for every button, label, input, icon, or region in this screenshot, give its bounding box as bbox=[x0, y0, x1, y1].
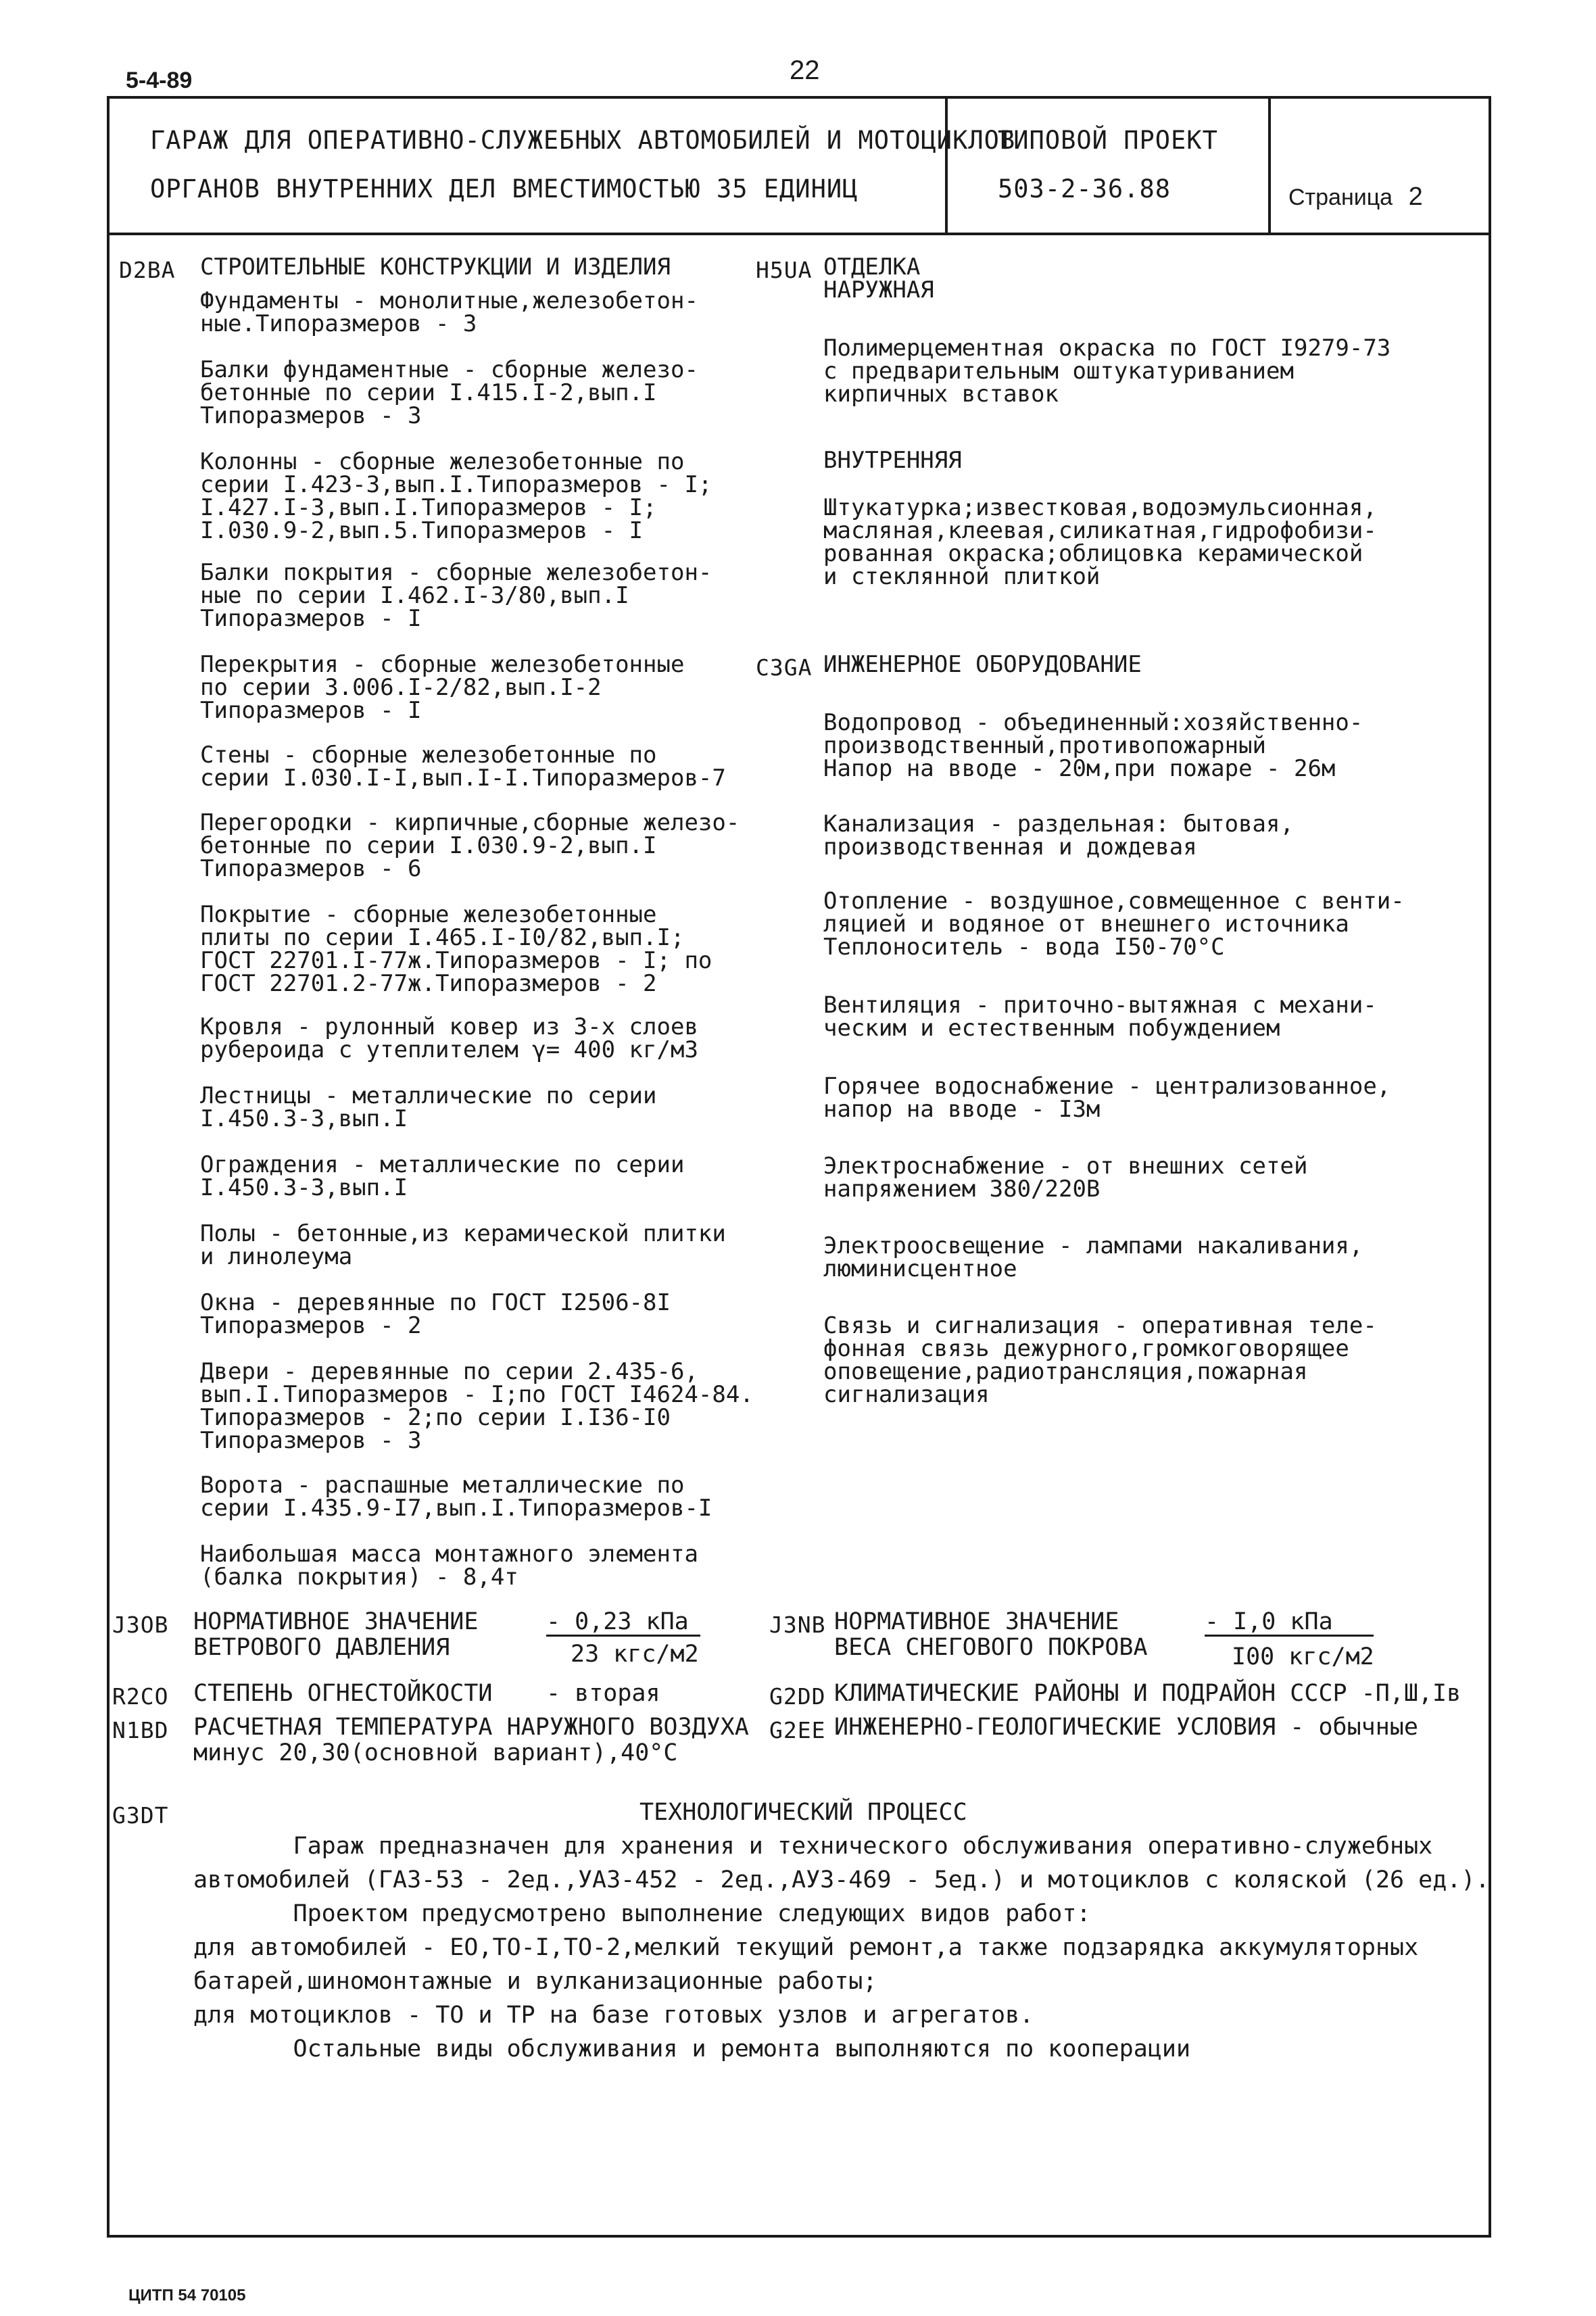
finish-outer-text: Полимерцементная окраска по ГОСТ I9279-73 с предварительным оштукатуриванием кирпичных вставок bbox=[823, 335, 1391, 408]
process-title: ТЕХНОЛОГИЧЕСКИЙ ПРОЦЕСС bbox=[639, 1799, 967, 1826]
temperature-code: N1BD bbox=[112, 1717, 169, 1743]
finish-section-code: H5UA bbox=[756, 257, 813, 283]
sheet-code: 5-4-89 bbox=[126, 68, 193, 93]
wind-value-kpa: - 0,23 кПа bbox=[546, 1609, 700, 1637]
left-item-railings: Ограждения - металлические по серии I.450.3-3,вып.I bbox=[200, 1151, 685, 1201]
fire-value: - вторая bbox=[546, 1680, 660, 1707]
left-section-code: D2BA bbox=[119, 257, 176, 283]
wind-code: J3OB bbox=[112, 1612, 169, 1638]
footer-stamp: ЦИТП 54 70105 bbox=[128, 2286, 246, 2305]
project-number: 503-2-36.88 bbox=[998, 174, 1171, 203]
eng-item-hot-water: Горячее водоснабжение - централизованное, напор на вводе - I3м bbox=[823, 1073, 1391, 1123]
eng-item-communication: Связь и сигнализация - оперативная теле- фонная связь дежурного,громкоговорящее оповещение,радиотрансляция,пожарная сигнализация bbox=[823, 1312, 1377, 1408]
left-item-roof-beams: Балки покрытия - сборные железобетон- ные по серии I.462.I-3/80,вып.I Типоразмеров - I bbox=[200, 559, 712, 632]
fire-code: R2CO bbox=[112, 1683, 169, 1710]
left-item-roof-cover: Кровля - рулонный ковер из 3-х слоев рубероида с утеплителем γ= 400 кг/м3 bbox=[200, 1013, 698, 1063]
wind-label: НОРМАТИВНОЕ ЗНАЧЕНИЕ ВЕТРОВОГО ДАВЛЕНИЯ bbox=[193, 1608, 479, 1661]
left-item-foundations: Фундаменты - монолитные,железобетон- ные.Типоразмеров - 3 bbox=[200, 287, 698, 337]
eng-item-ventilation: Вентиляция - приточно-вытяжная с механи- ческим и естественным побуждением bbox=[823, 992, 1377, 1042]
eng-item-lighting: Электроосвещение - лампами накаливания, люминисцентное bbox=[823, 1232, 1363, 1282]
title-line-2: ОРГАНОВ ВНУТРЕННИХ ДЕЛ ВМЕСТИМОСТЬЮ 35 ЕДИНИЦ bbox=[150, 174, 859, 203]
finish-inner-title: ВНУТРЕННЯЯ bbox=[823, 447, 962, 474]
page-number: 22 bbox=[790, 55, 820, 85]
eng-item-water-supply: Водопровод - объединенный:хозяйственно- производственный,противопожарный Напор на вводе - 20м,при пожаре - 26м bbox=[823, 709, 1363, 782]
climate-text: КЛИМАТИЧЕСКИЕ РАЙОНЫ И ПОДРАЙОН СССР -П,Ш,Iв bbox=[834, 1680, 1461, 1707]
left-item-gates: Ворота - распашные металлические по серии I.435.9-I7,вып.I.Типоразмеров-I bbox=[200, 1472, 712, 1522]
header-bottom-line bbox=[107, 233, 1489, 235]
left-item-floors-slabs: Перекрытия - сборные железобетонные по серии 3.006.I-2/82,вып.I-2 Типоразмеров - I bbox=[200, 651, 685, 724]
finish-section-title: ОТДЕЛКА bbox=[823, 254, 921, 281]
climate-code: G2DD bbox=[769, 1683, 826, 1710]
engineering-section-code: C3GA bbox=[756, 654, 813, 681]
eng-item-heating: Отопление - воздушное,совмещенное с венти- ляцией и водяное от внешнего источника Теплоноситель - вода I50-70°С bbox=[823, 888, 1405, 961]
geology-code: G2EE bbox=[769, 1717, 826, 1743]
temperature-text: РАСЧЕТНАЯ ТЕМПЕРАТУРА НАРУЖНОГО ВОЗДУХА минус 20,30(основной вариант),40°С bbox=[193, 1714, 749, 1766]
page-label bbox=[1288, 183, 1423, 212]
eng-item-sewerage: Канализация - раздельная: бытовая, производственная и дождевая bbox=[823, 811, 1294, 861]
wind-value-kgs: 23 кгс/м2 bbox=[571, 1641, 699, 1668]
left-item-doors: Двери - деревянные по серии 2.435-6, вып.I.Типоразмеров - I;по ГОСТ I4624-84. Типоразмеров - 2;по серии I.I36-I0 Типоразмеров - 3 bbox=[200, 1358, 754, 1454]
geology-text: ИНЖЕНЕРНО-ГЕОЛОГИЧЕСКИЕ УСЛОВИЯ - обычные bbox=[834, 1714, 1418, 1741]
left-item-roofing-slabs: Покрытие - сборные железобетонные плиты по серии I.465.I-I0/82,вып.I; ГОСТ 22701.I-77ж.Типоразмеров - I; по ГОСТ 22701.2-77ж.Типоразмеров - 2 bbox=[200, 901, 712, 997]
left-item-columns: Колонны - сборные железобетонные по серии I.423-3,вып.I.Типоразмеров - I; I.427.I-3,вып.I.Типоразмеров - I; I.030.9-2,вып.5.Типоразмеров - I bbox=[200, 448, 712, 544]
eng-item-power-supply: Электроснабжение - от внешних сетей напряжением 380/220В bbox=[823, 1153, 1308, 1203]
left-item-walls: Стены - сборные железобетонные по серии I.030.I-I,вып.I-I.Типоразмеров-7 bbox=[200, 742, 726, 792]
process-code: G3DT bbox=[112, 1802, 169, 1829]
finish-inner-text: Штукатурка;известковая,водоэмульсионная, масляная,клеевая,силикатная,гидрофобизи- рованная окраска;облицовка керамической и стеклянной плиткой bbox=[823, 494, 1377, 590]
project-type: ТИПОВОЙ ПРОЕКТ bbox=[998, 126, 1218, 155]
header-divider-2 bbox=[1268, 96, 1271, 234]
process-text: Гараж предназначен для хранения и технического обслуживания оперативно-служебных автомобилей (ГАЗ-53 - 2ед.,УАЗ-452 - 2ед.,АУЗ-469 - 5ед.) и мотоциклов с коляской (26 ед.). Проектом предусмотрено выполнение следующих видов работ: для автомобилей - ЕО,ТО-I,ТО-2,мелкий текущий ремонт,а также подзарядка аккумуляторных батарей,шиномонтажные и вулканизационные работы; для мотоциклов - ТО и ТР на базе готовых узлов и агрегатов. Остальные виды обслуживания и ремонта выполняются по кооперации bbox=[193, 1833, 1490, 2062]
left-section-title: СТРОИТЕЛЬНЫЕ КОНСТРУКЦИИ И ИЗДЕЛИЯ bbox=[200, 254, 671, 281]
left-item-partitions: Перегородки - кирпичные,сборные железо- бетонные по серии I.030.9-2,вып.I Типоразмеров - 6 bbox=[200, 809, 740, 882]
finish-outer-title: НАРУЖНАЯ bbox=[823, 276, 934, 304]
snow-label: НОРМАТИВНОЕ ЗНАЧЕНИЕ ВЕСА СНЕГОВОГО ПОКРОВА bbox=[834, 1608, 1148, 1661]
left-item-stairs: Лестницы - металлические по серии I.450.3-3,вып.I bbox=[200, 1082, 657, 1132]
snow-value-kgs: I00 кгс/м2 bbox=[1232, 1643, 1374, 1670]
fire-label: СТЕПЕНЬ ОГНЕСТОЙКОСТИ bbox=[193, 1680, 493, 1707]
page-label-value: 2 bbox=[1408, 183, 1423, 211]
page-label-text: Страница bbox=[1288, 185, 1393, 210]
title-line-1: ГАРАЖ ДЛЯ ОПЕРАТИВНО-СЛУЖЕБНЫХ АВТОМОБИЛЕЙ И МОТОЦИКЛОВ bbox=[150, 126, 1016, 155]
snow-code: J3NB bbox=[769, 1612, 826, 1638]
left-item-windows: Окна - деревянные по ГОСТ I2506-8I Типоразмеров - 2 bbox=[200, 1289, 671, 1339]
header-divider-1 bbox=[945, 96, 948, 234]
engineering-section-title: ИНЖЕНЕРНОЕ ОБОРУДОВАНИЕ bbox=[823, 651, 1142, 678]
left-item-floor-finish: Полы - бетонные,из керамической плитки и линолеума bbox=[200, 1220, 726, 1270]
left-item-foundation-beams: Балки фундаментные - сборные железо- бетонные по серии I.415.I-2,вып.I Типоразмеров - 3 bbox=[200, 356, 698, 429]
snow-value-kpa: - I,0 кПа bbox=[1205, 1609, 1374, 1637]
left-item-max-mass: Наибольшая масса монтажного элемента (балка покрытия) - 8,4т bbox=[200, 1541, 698, 1591]
